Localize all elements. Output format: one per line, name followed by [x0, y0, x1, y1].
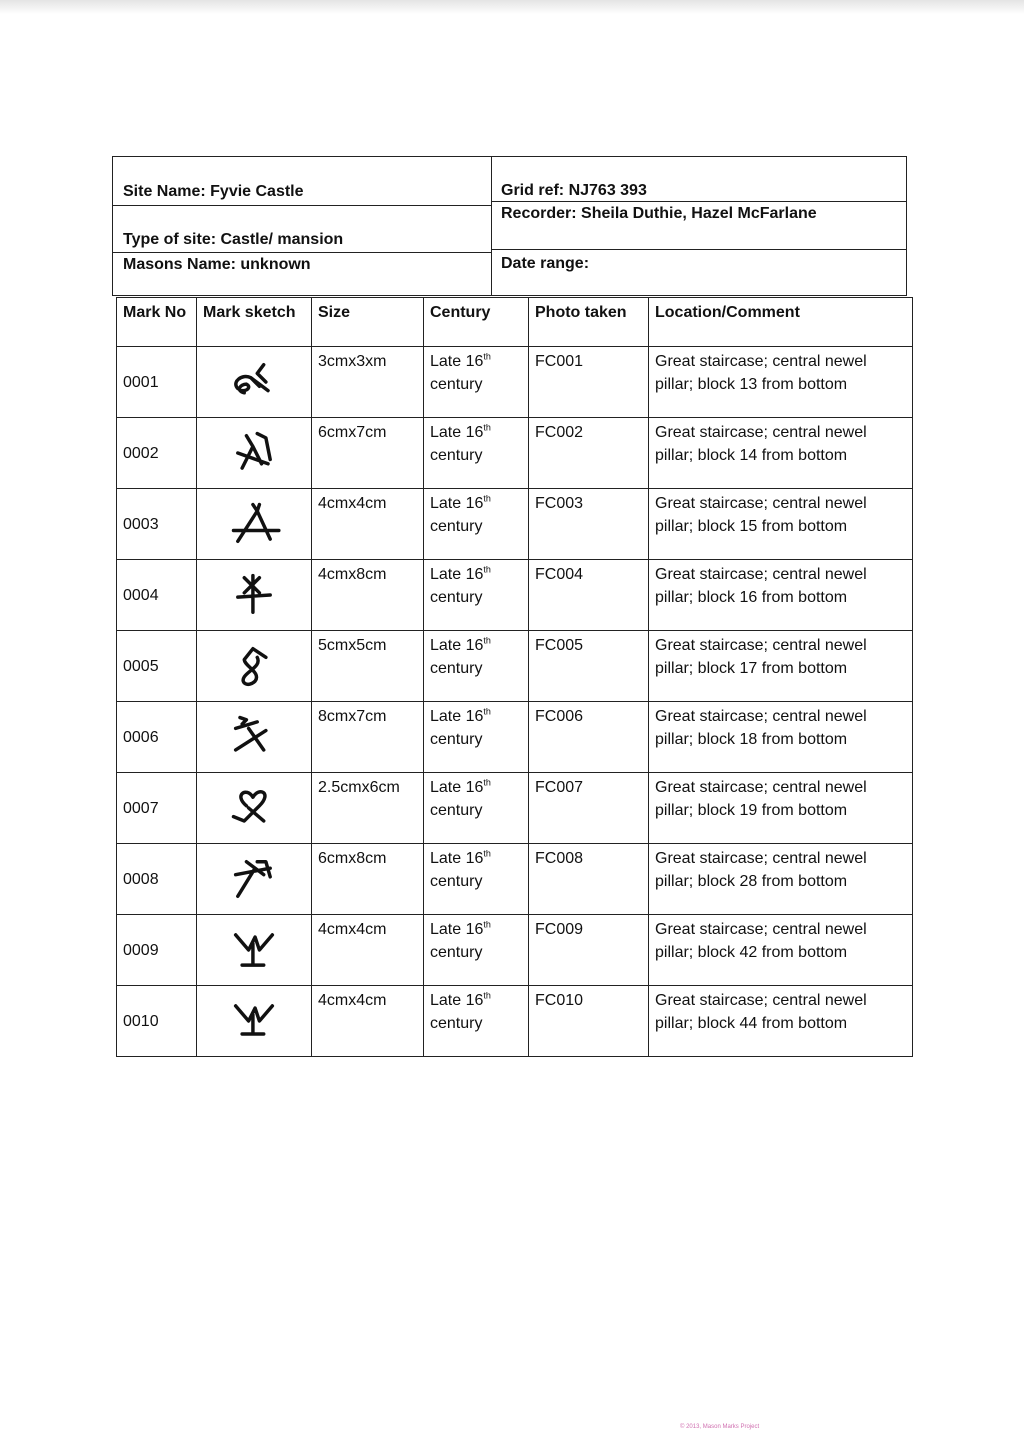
century-ordinal: th	[483, 351, 491, 362]
century-prefix: Late 16	[430, 921, 484, 938]
mark-no-cell: 0007	[117, 773, 197, 844]
size-cell: 2.5cmx6cm	[312, 773, 424, 844]
century-prefix: Late 16	[430, 850, 484, 867]
century-prefix: Late 16	[430, 992, 484, 1009]
header-rule	[491, 249, 906, 250]
col-mark-no: Mark No	[117, 298, 197, 347]
mason-mark-sketch	[227, 500, 281, 548]
recorder: Recorder: Sheila Duthie, Hazel McFarlane	[501, 205, 817, 222]
century-suffix: century	[430, 518, 483, 535]
century-prefix: Late 16	[430, 566, 484, 583]
century-suffix: century	[430, 447, 483, 464]
mark-sketch-cell	[197, 986, 312, 1057]
copyright-note: © 2013, Mason Marks Project	[680, 1424, 760, 1430]
header-divider	[491, 157, 492, 295]
photo-cell: FC003	[529, 489, 649, 560]
table-row	[117, 702, 913, 773]
century-ordinal: th	[483, 919, 491, 930]
mark-no-cell: 0008	[117, 844, 197, 915]
size-cell: 6cmx7cm	[312, 418, 424, 489]
table-header-row	[117, 298, 913, 347]
mason-mark-sketch	[227, 784, 281, 832]
size-cell: 3cmx3xm	[312, 347, 424, 418]
century-suffix: century	[430, 731, 483, 748]
mark-no-cell: 0004	[117, 560, 197, 631]
century-ordinal: th	[483, 706, 491, 717]
mason-mark-sketch	[227, 997, 281, 1045]
mason-marks-table	[116, 297, 913, 1057]
table-row	[117, 560, 913, 631]
mason-mark-sketch	[227, 571, 281, 619]
century-cell	[424, 844, 529, 915]
photo-cell: FC007	[529, 773, 649, 844]
century-suffix: century	[430, 944, 483, 961]
century-ordinal: th	[483, 422, 491, 433]
century-suffix: century	[430, 802, 483, 819]
col-photo-taken: Photo taken	[529, 298, 649, 347]
mark-sketch-cell	[197, 347, 312, 418]
table-row	[117, 418, 913, 489]
photo-cell: FC005	[529, 631, 649, 702]
century-suffix: century	[430, 1015, 483, 1032]
size-cell: 4cmx8cm	[312, 560, 424, 631]
mason-mark-sketch	[227, 429, 281, 477]
century-ordinal: th	[483, 990, 491, 1001]
header-rule	[113, 205, 491, 206]
col-mark-sketch: Mark sketch	[197, 298, 312, 347]
mark-no-cell: 0005	[117, 631, 197, 702]
size-cell: 4cmx4cm	[312, 489, 424, 560]
century-cell	[424, 773, 529, 844]
size-cell: 6cmx8cm	[312, 844, 424, 915]
mason-mark-sketch	[227, 358, 281, 406]
location-comment-cell: Great staircase; central newel pillar; block 16 from bottom	[649, 560, 913, 631]
location-comment-cell: Great staircase; central newel pillar; block 18 from bottom	[649, 702, 913, 773]
century-cell	[424, 347, 529, 418]
size-cell: 4cmx4cm	[312, 915, 424, 986]
mason-mark-sketch	[227, 855, 281, 903]
century-suffix: century	[430, 873, 483, 890]
location-comment-cell: Great staircase; central newel pillar; block 15 from bottom	[649, 489, 913, 560]
table-row	[117, 489, 913, 560]
mark-sketch-cell	[197, 702, 312, 773]
mark-sketch-cell	[197, 418, 312, 489]
photo-cell: FC004	[529, 560, 649, 631]
table-row	[117, 773, 913, 844]
header-rule	[491, 201, 906, 202]
century-ordinal: th	[483, 635, 491, 646]
site-header-box	[112, 156, 907, 296]
photo-cell: FC008	[529, 844, 649, 915]
century-cell	[424, 489, 529, 560]
photo-cell: FC006	[529, 702, 649, 773]
location-comment-cell: Great staircase; central newel pillar; block 44 from bottom	[649, 986, 913, 1057]
location-comment-cell: Great staircase; central newel pillar; block 28 from bottom	[649, 844, 913, 915]
century-suffix: century	[430, 376, 483, 393]
masons-name: Masons Name: unknown	[123, 256, 311, 273]
century-ordinal: th	[483, 777, 491, 788]
table-row	[117, 915, 913, 986]
photo-cell: FC009	[529, 915, 649, 986]
table-row	[117, 631, 913, 702]
col-century: Century	[424, 298, 529, 347]
mark-sketch-cell	[197, 844, 312, 915]
century-suffix: century	[430, 660, 483, 677]
mark-no-cell: 0006	[117, 702, 197, 773]
date-range: Date range:	[501, 255, 590, 272]
century-cell	[424, 915, 529, 986]
century-cell	[424, 560, 529, 631]
scan-edge	[0, 0, 1024, 14]
century-ordinal: th	[483, 848, 491, 859]
photo-cell: FC001	[529, 347, 649, 418]
location-comment-cell: Great staircase; central newel pillar; block 42 from bottom	[649, 915, 913, 986]
mark-sketch-cell	[197, 560, 312, 631]
mark-sketch-cell	[197, 489, 312, 560]
century-prefix: Late 16	[430, 637, 484, 654]
size-cell: 5cmx5cm	[312, 631, 424, 702]
mark-sketch-cell	[197, 631, 312, 702]
century-suffix: century	[430, 589, 483, 606]
table-row	[117, 844, 913, 915]
mark-sketch-cell	[197, 773, 312, 844]
century-prefix: Late 16	[430, 424, 484, 441]
size-cell: 8cmx7cm	[312, 702, 424, 773]
site-name: Site Name: Fyvie Castle	[123, 183, 304, 200]
mason-mark-sketch	[227, 926, 281, 974]
century-prefix: Late 16	[430, 779, 484, 796]
century-prefix: Late 16	[430, 353, 484, 370]
col-location-comment: Location/Comment	[649, 298, 913, 347]
century-ordinal: th	[483, 493, 491, 504]
century-cell	[424, 702, 529, 773]
photo-cell: FC002	[529, 418, 649, 489]
location-comment-cell: Great staircase; central newel pillar; block 13 from bottom	[649, 347, 913, 418]
mark-no-cell: 0003	[117, 489, 197, 560]
table-row	[117, 347, 913, 418]
mark-no-cell: 0010	[117, 986, 197, 1057]
mason-mark-sketch	[227, 642, 281, 690]
grid-ref: Grid ref: NJ763 393	[501, 182, 647, 199]
location-comment-cell: Great staircase; central newel pillar; block 14 from bottom	[649, 418, 913, 489]
century-prefix: Late 16	[430, 708, 484, 725]
century-cell	[424, 631, 529, 702]
col-size: Size	[312, 298, 424, 347]
mark-sketch-cell	[197, 915, 312, 986]
mark-no-cell: 0002	[117, 418, 197, 489]
size-cell: 4cmx4cm	[312, 986, 424, 1057]
site-type: Type of site: Castle/ mansion	[123, 231, 344, 248]
photo-cell: FC010	[529, 986, 649, 1057]
mark-no-cell: 0009	[117, 915, 197, 986]
mark-no-cell: 0001	[117, 347, 197, 418]
century-cell	[424, 986, 529, 1057]
table-row	[117, 986, 913, 1057]
mason-mark-sketch	[227, 713, 281, 761]
century-ordinal: th	[483, 564, 491, 575]
century-cell	[424, 418, 529, 489]
century-prefix: Late 16	[430, 495, 484, 512]
location-comment-cell: Great staircase; central newel pillar; block 19 from bottom	[649, 773, 913, 844]
header-rule	[113, 252, 491, 253]
location-comment-cell: Great staircase; central newel pillar; block 17 from bottom	[649, 631, 913, 702]
